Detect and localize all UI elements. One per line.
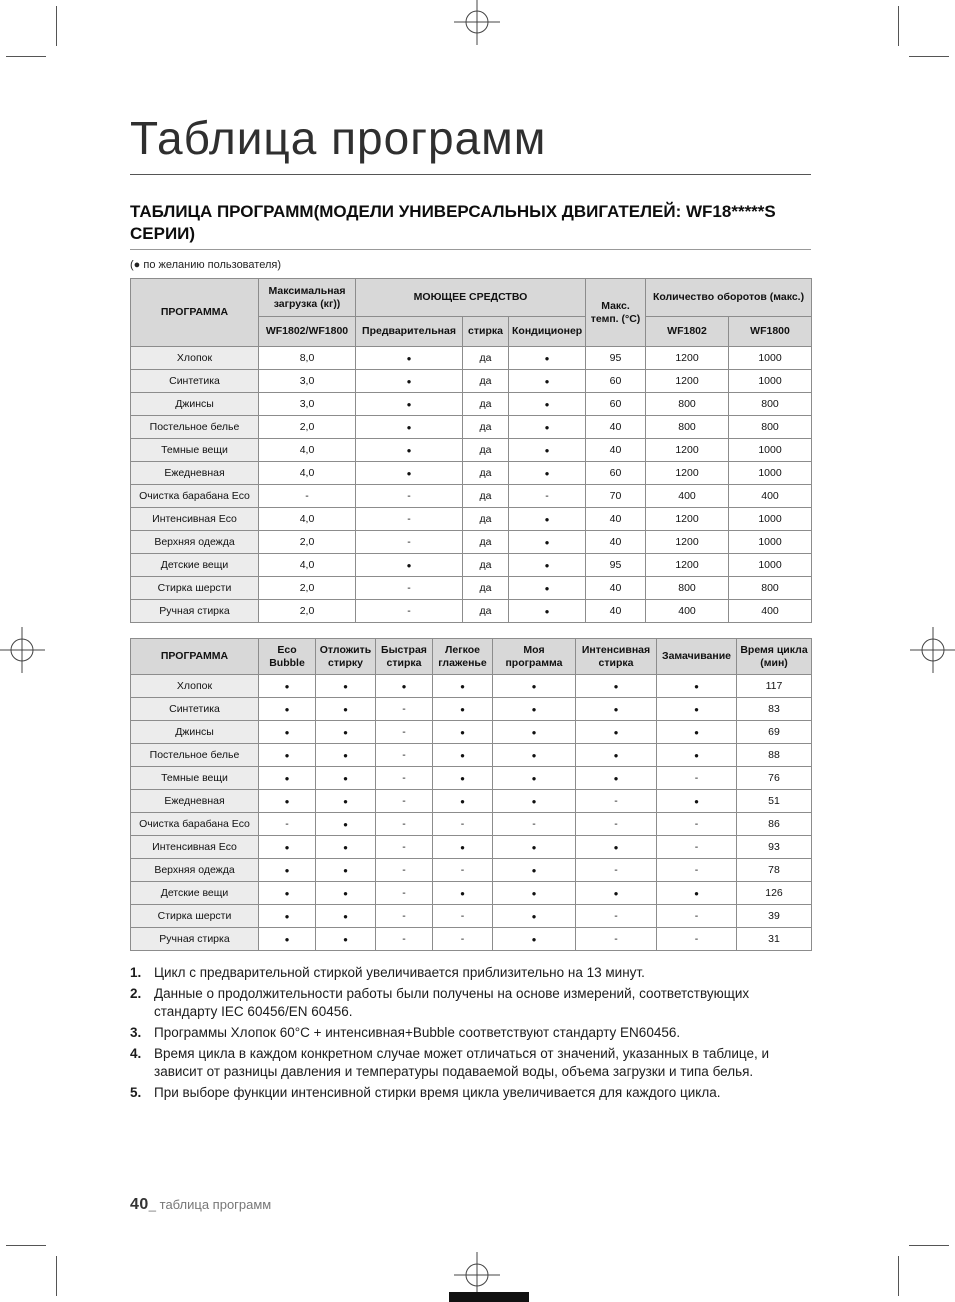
cell-value: 1000 <box>729 462 812 485</box>
table-1-body <box>131 347 812 623</box>
cell-value: ● <box>493 721 576 744</box>
cell-value: ● <box>356 439 463 462</box>
cell-value: 400 <box>729 600 812 623</box>
cell-value: - <box>376 767 433 790</box>
footnote-2 <box>130 985 811 1021</box>
column-header-soak: Замачивание <box>657 639 737 675</box>
cell-value: ● <box>356 416 463 439</box>
cell-value: - <box>433 813 493 836</box>
cell-value: ● <box>259 790 316 813</box>
cell-value: ● <box>657 721 737 744</box>
cell-value: 1000 <box>729 347 812 370</box>
footnote-text: Цикл с предварительной стиркой увеличивается приблизительно на 13 минут. <box>154 965 645 981</box>
column-header-delay: Отложить стирку <box>316 639 376 675</box>
cell-value: - <box>376 790 433 813</box>
cell-value: - <box>433 859 493 882</box>
cell-value: 1000 <box>729 554 812 577</box>
cell-value: ● <box>259 882 316 905</box>
table-row <box>131 813 812 836</box>
column-header-spin-wf1802: WF1802 <box>646 317 729 347</box>
footnote-number: 2. <box>130 986 142 1002</box>
cell-value: 3,0 <box>259 393 356 416</box>
program-name: Стирка шерсти <box>131 905 259 928</box>
cell-value: ● <box>356 462 463 485</box>
program-name: Очистка барабана Eco <box>131 485 259 508</box>
cell-value: ● <box>316 813 376 836</box>
cell-value: 800 <box>646 393 729 416</box>
cell-value: 93 <box>737 836 812 859</box>
cell-value: ● <box>493 859 576 882</box>
page-number: 40 <box>130 1196 149 1213</box>
cell-value: 40 <box>586 600 646 623</box>
cell-value: ● <box>259 836 316 859</box>
cell-value: 2,0 <box>259 600 356 623</box>
cell-value: ● <box>433 744 493 767</box>
cell-value: 60 <box>586 370 646 393</box>
footnote-text: При выборе функции интенсивной стирки время цикла увеличивается для каждого цикла. <box>154 1085 721 1101</box>
cell-value: - <box>356 531 463 554</box>
footnote-text: Данные о продолжительности работы были получены на основе измерений, соответствующих стандарту IEC 60456/EN 60456. <box>154 986 750 1020</box>
cell-value: ● <box>259 721 316 744</box>
cell-value: 800 <box>646 577 729 600</box>
cell-value: - <box>376 905 433 928</box>
cell-value: ● <box>493 836 576 859</box>
table-row <box>131 859 812 882</box>
cell-value: ● <box>356 554 463 577</box>
cell-value: 1200 <box>646 347 729 370</box>
column-header-intensive: Интенсивная стирка <box>576 639 657 675</box>
program-name: Детские вещи <box>131 554 259 577</box>
table-row <box>131 928 812 951</box>
table-row <box>131 836 812 859</box>
cell-value: ● <box>576 767 657 790</box>
footnote-1 <box>130 964 811 982</box>
cell-value: ● <box>356 347 463 370</box>
column-header-spin: Количество оборотов (макс.) <box>646 279 812 317</box>
column-header-softener: Кондиционер <box>509 317 586 347</box>
cell-value: - <box>657 767 737 790</box>
column-header-quick-wash: Быстрая стирка <box>376 639 433 675</box>
cell-value: ● <box>433 767 493 790</box>
program-name: Интенсивная Eco <box>131 508 259 531</box>
crop-mark <box>6 56 46 57</box>
cell-value: 60 <box>586 462 646 485</box>
program-name: Постельное белье <box>131 416 259 439</box>
cell-value: 4,0 <box>259 508 356 531</box>
cell-value: - <box>576 790 657 813</box>
cell-value: ● <box>576 675 657 698</box>
footnote-4 <box>130 1045 811 1081</box>
cell-value: ● <box>493 744 576 767</box>
cell-value: 40 <box>586 531 646 554</box>
column-header-my-program: Моя программа <box>493 639 576 675</box>
program-name: Ежедневная <box>131 790 259 813</box>
cell-value: ● <box>433 721 493 744</box>
table-row <box>131 790 812 813</box>
cell-value: - <box>433 905 493 928</box>
table-row <box>131 370 812 393</box>
cell-value: 31 <box>737 928 812 951</box>
footnotes <box>130 964 811 1102</box>
cell-value: - <box>576 905 657 928</box>
cell-value: 2,0 <box>259 531 356 554</box>
cell-value: ● <box>259 767 316 790</box>
cell-value: 1200 <box>646 439 729 462</box>
cell-value: ● <box>259 905 316 928</box>
cell-value: - <box>576 859 657 882</box>
footnote-5 <box>130 1084 811 1102</box>
table-row <box>131 439 812 462</box>
table-row <box>131 462 812 485</box>
table-2-header <box>131 639 812 675</box>
cell-value: 78 <box>737 859 812 882</box>
cell-value: 1000 <box>729 508 812 531</box>
cell-value: - <box>259 813 316 836</box>
column-header-prewash: Предварительная <box>356 317 463 347</box>
page-content <box>130 112 811 1105</box>
cell-value: - <box>356 600 463 623</box>
cell-value: 76 <box>737 767 812 790</box>
crop-mark <box>909 1245 949 1246</box>
cell-value: ● <box>576 882 657 905</box>
cell-value: ● <box>657 882 737 905</box>
table-row <box>131 744 812 767</box>
cell-value: ● <box>509 577 586 600</box>
table-row <box>131 531 812 554</box>
cell-value: 83 <box>737 698 812 721</box>
column-header-max-temp: Макс. темп. (°C) <box>586 279 646 347</box>
cell-value: 86 <box>737 813 812 836</box>
cell-value: - <box>509 485 586 508</box>
cell-value: ● <box>509 600 586 623</box>
footnote-number: 5. <box>130 1085 142 1101</box>
crop-mark <box>56 1256 57 1296</box>
cell-value: 4,0 <box>259 439 356 462</box>
program-name: Джинсы <box>131 393 259 416</box>
program-name: Джинсы <box>131 721 259 744</box>
cell-value: да <box>463 600 509 623</box>
cell-value: 800 <box>729 416 812 439</box>
cell-value: да <box>463 577 509 600</box>
program-name: Верхняя одежда <box>131 531 259 554</box>
column-header-detergent: МОЮЩЕЕ СРЕДСТВО <box>356 279 586 317</box>
program-name: Хлопок <box>131 347 259 370</box>
table-row <box>131 721 812 744</box>
cell-value: ● <box>509 554 586 577</box>
program-name: Верхняя одежда <box>131 859 259 882</box>
footnote-number: 4. <box>130 1046 142 1062</box>
cell-value: да <box>463 554 509 577</box>
cell-value: - <box>356 485 463 508</box>
cell-value: ● <box>316 721 376 744</box>
cell-value: ● <box>493 905 576 928</box>
table-row <box>131 347 812 370</box>
cell-value: - <box>356 508 463 531</box>
column-header-easy-iron: Легкое глаженье <box>433 639 493 675</box>
table-row <box>131 485 812 508</box>
cell-value: 1200 <box>646 554 729 577</box>
table-row <box>131 577 812 600</box>
crop-mark <box>898 6 899 46</box>
program-name: Хлопок <box>131 675 259 698</box>
cell-value: ● <box>493 698 576 721</box>
cell-value: 400 <box>729 485 812 508</box>
table-row <box>131 675 812 698</box>
cell-value: 88 <box>737 744 812 767</box>
cell-value: да <box>463 462 509 485</box>
cell-value: 69 <box>737 721 812 744</box>
footnote-3 <box>130 1024 811 1042</box>
cell-value: 2,0 <box>259 577 356 600</box>
table-row <box>131 905 812 928</box>
cell-value: - <box>657 836 737 859</box>
program-name: Интенсивная Eco <box>131 836 259 859</box>
table-2-body <box>131 675 812 951</box>
table-row <box>131 416 812 439</box>
cell-value: 95 <box>586 554 646 577</box>
crop-mark <box>56 6 57 46</box>
cell-value: 800 <box>729 577 812 600</box>
cell-value: 1000 <box>729 439 812 462</box>
cell-value: 800 <box>646 416 729 439</box>
cell-value: да <box>463 370 509 393</box>
cell-value: 51 <box>737 790 812 813</box>
cell-value: 39 <box>737 905 812 928</box>
cell-value: ● <box>433 675 493 698</box>
cell-value: 70 <box>586 485 646 508</box>
footnote-text: Программы Хлопок 60°C + интенсивная+Bubble соответствуют стандарту EN60456. <box>154 1025 681 1041</box>
cell-value: ● <box>657 698 737 721</box>
footnote-text: Время цикла в каждом конкретном случае может отличаться от значений, указанных в таблице, и зависит от разницы давления и температуры подаваемой воды, объема загрузки и типа белья. <box>154 1046 770 1080</box>
print-calibration-bar <box>449 1292 529 1302</box>
cell-value: ● <box>509 416 586 439</box>
cell-value: ● <box>433 698 493 721</box>
cell-value: - <box>376 836 433 859</box>
cell-value: 800 <box>729 393 812 416</box>
cell-value: да <box>463 347 509 370</box>
cell-value: ● <box>356 370 463 393</box>
cell-value: ● <box>316 744 376 767</box>
cell-value: ● <box>509 347 586 370</box>
cell-value: 4,0 <box>259 462 356 485</box>
table-row <box>131 393 812 416</box>
cell-value: - <box>376 813 433 836</box>
program-name: Детские вещи <box>131 882 259 905</box>
cell-value: - <box>657 813 737 836</box>
cell-value: 40 <box>586 416 646 439</box>
program-name: Темные вещи <box>131 767 259 790</box>
column-header-program: ПРОГРАММА <box>131 279 259 347</box>
column-header-max-load: Максимальная загрузка (кг)) <box>259 279 356 317</box>
cell-value: - <box>576 813 657 836</box>
program-name: Синтетика <box>131 370 259 393</box>
cell-value: ● <box>576 744 657 767</box>
column-header-eco-bubble: Eco Bubble <box>259 639 316 675</box>
cell-value: ● <box>433 836 493 859</box>
cell-value: ● <box>576 698 657 721</box>
cell-value: 3,0 <box>259 370 356 393</box>
cell-value: да <box>463 393 509 416</box>
cell-value: ● <box>493 882 576 905</box>
cell-value: ● <box>259 928 316 951</box>
cell-value: - <box>657 859 737 882</box>
cell-value: 60 <box>586 393 646 416</box>
cell-value: - <box>376 928 433 951</box>
cell-value: ● <box>493 790 576 813</box>
program-name: Синтетика <box>131 698 259 721</box>
registration-mark-left <box>0 627 45 673</box>
footer-label: _ таблица программ <box>148 1197 272 1212</box>
page-footer <box>130 1196 271 1214</box>
cell-value: ● <box>576 836 657 859</box>
footnote-number: 1. <box>130 965 142 981</box>
cell-value: 126 <box>737 882 812 905</box>
cell-value: 40 <box>586 508 646 531</box>
cell-value: 2,0 <box>259 416 356 439</box>
program-name: Стирка шерсти <box>131 577 259 600</box>
cell-value: 400 <box>646 485 729 508</box>
table-row <box>131 554 812 577</box>
cell-value: 1200 <box>646 370 729 393</box>
cell-value: - <box>433 928 493 951</box>
cell-value: ● <box>657 744 737 767</box>
cell-value: - <box>376 859 433 882</box>
crop-mark <box>909 56 949 57</box>
program-name: Ручная стирка <box>131 928 259 951</box>
column-header-spin-wf1800: WF1800 <box>729 317 812 347</box>
cell-value: - <box>376 882 433 905</box>
cell-value: ● <box>493 767 576 790</box>
cell-value: ● <box>316 882 376 905</box>
cell-value: 400 <box>646 600 729 623</box>
cell-value: ● <box>509 531 586 554</box>
section-heading: ТАБЛИЦА ПРОГРАММ(МОДЕЛИ УНИВЕРСАЛЬНЫХ ДВИГАТЕЛЕЙ: WF18*****S СЕРИИ) <box>130 201 776 243</box>
registration-mark-top <box>454 0 500 45</box>
section-divider <box>130 249 811 250</box>
cell-value: ● <box>316 836 376 859</box>
column-header-program: ПРОГРАММА <box>131 639 259 675</box>
cell-value: - <box>376 744 433 767</box>
table-row <box>131 600 812 623</box>
cell-value: ● <box>433 882 493 905</box>
cell-value: - <box>259 485 356 508</box>
program-table-2 <box>130 638 812 951</box>
cell-value: да <box>463 439 509 462</box>
cell-value: ● <box>509 393 586 416</box>
cell-value: 1200 <box>646 508 729 531</box>
cell-value: ● <box>316 767 376 790</box>
cell-value: - <box>493 813 576 836</box>
cell-value: ● <box>316 790 376 813</box>
cell-value: ● <box>509 508 586 531</box>
cell-value: да <box>463 416 509 439</box>
cell-value: ● <box>376 675 433 698</box>
cell-value: 40 <box>586 577 646 600</box>
cell-value: ● <box>509 439 586 462</box>
cell-value: ● <box>316 905 376 928</box>
cell-value: ● <box>509 462 586 485</box>
cell-value: ● <box>259 675 316 698</box>
column-header-max-load-models: WF1802/WF1800 <box>259 317 356 347</box>
table-row <box>131 698 812 721</box>
legend-note: (● по желанию пользователя) <box>130 259 281 272</box>
page-title: Таблица программ <box>130 112 547 164</box>
cell-value: 1000 <box>729 531 812 554</box>
table-row <box>131 882 812 905</box>
table-row <box>131 767 812 790</box>
cell-value: ● <box>259 744 316 767</box>
cell-value: - <box>356 577 463 600</box>
cell-value: ● <box>576 721 657 744</box>
cell-value: 1200 <box>646 531 729 554</box>
title-divider <box>130 174 811 175</box>
cell-value: ● <box>493 928 576 951</box>
registration-mark-right <box>910 627 955 673</box>
cell-value: 1200 <box>646 462 729 485</box>
program-table-1 <box>130 278 812 623</box>
cell-value: ● <box>657 675 737 698</box>
cell-value: 8,0 <box>259 347 356 370</box>
cell-value: 1000 <box>729 370 812 393</box>
cell-value: ● <box>316 859 376 882</box>
column-header-wash: стирка <box>463 317 509 347</box>
program-name: Постельное белье <box>131 744 259 767</box>
cell-value: да <box>463 531 509 554</box>
cell-value: - <box>657 905 737 928</box>
cell-value: 117 <box>737 675 812 698</box>
table-row <box>131 508 812 531</box>
cell-value: ● <box>259 859 316 882</box>
cell-value: ● <box>259 698 316 721</box>
cell-value: - <box>376 721 433 744</box>
cell-value: да <box>463 485 509 508</box>
cell-value: - <box>657 928 737 951</box>
program-name: Ежедневная <box>131 462 259 485</box>
program-name: Ручная стирка <box>131 600 259 623</box>
cell-value: ● <box>509 370 586 393</box>
cell-value: ● <box>657 790 737 813</box>
crop-mark <box>898 1256 899 1296</box>
cell-value: ● <box>316 928 376 951</box>
cell-value: 95 <box>586 347 646 370</box>
cell-value: ● <box>316 675 376 698</box>
cell-value: 40 <box>586 439 646 462</box>
column-header-cycle-time: Время цикла (мин) <box>737 639 812 675</box>
table-1-header <box>131 279 812 347</box>
cell-value: да <box>463 508 509 531</box>
crop-mark <box>6 1245 46 1246</box>
cell-value: ● <box>433 790 493 813</box>
cell-value: - <box>376 698 433 721</box>
program-name: Темные вещи <box>131 439 259 462</box>
cell-value: ● <box>356 393 463 416</box>
cell-value: - <box>576 928 657 951</box>
footnote-number: 3. <box>130 1025 142 1041</box>
cell-value: ● <box>316 698 376 721</box>
cell-value: 4,0 <box>259 554 356 577</box>
cell-value: ● <box>493 675 576 698</box>
program-name: Очистка барабана Eco <box>131 813 259 836</box>
